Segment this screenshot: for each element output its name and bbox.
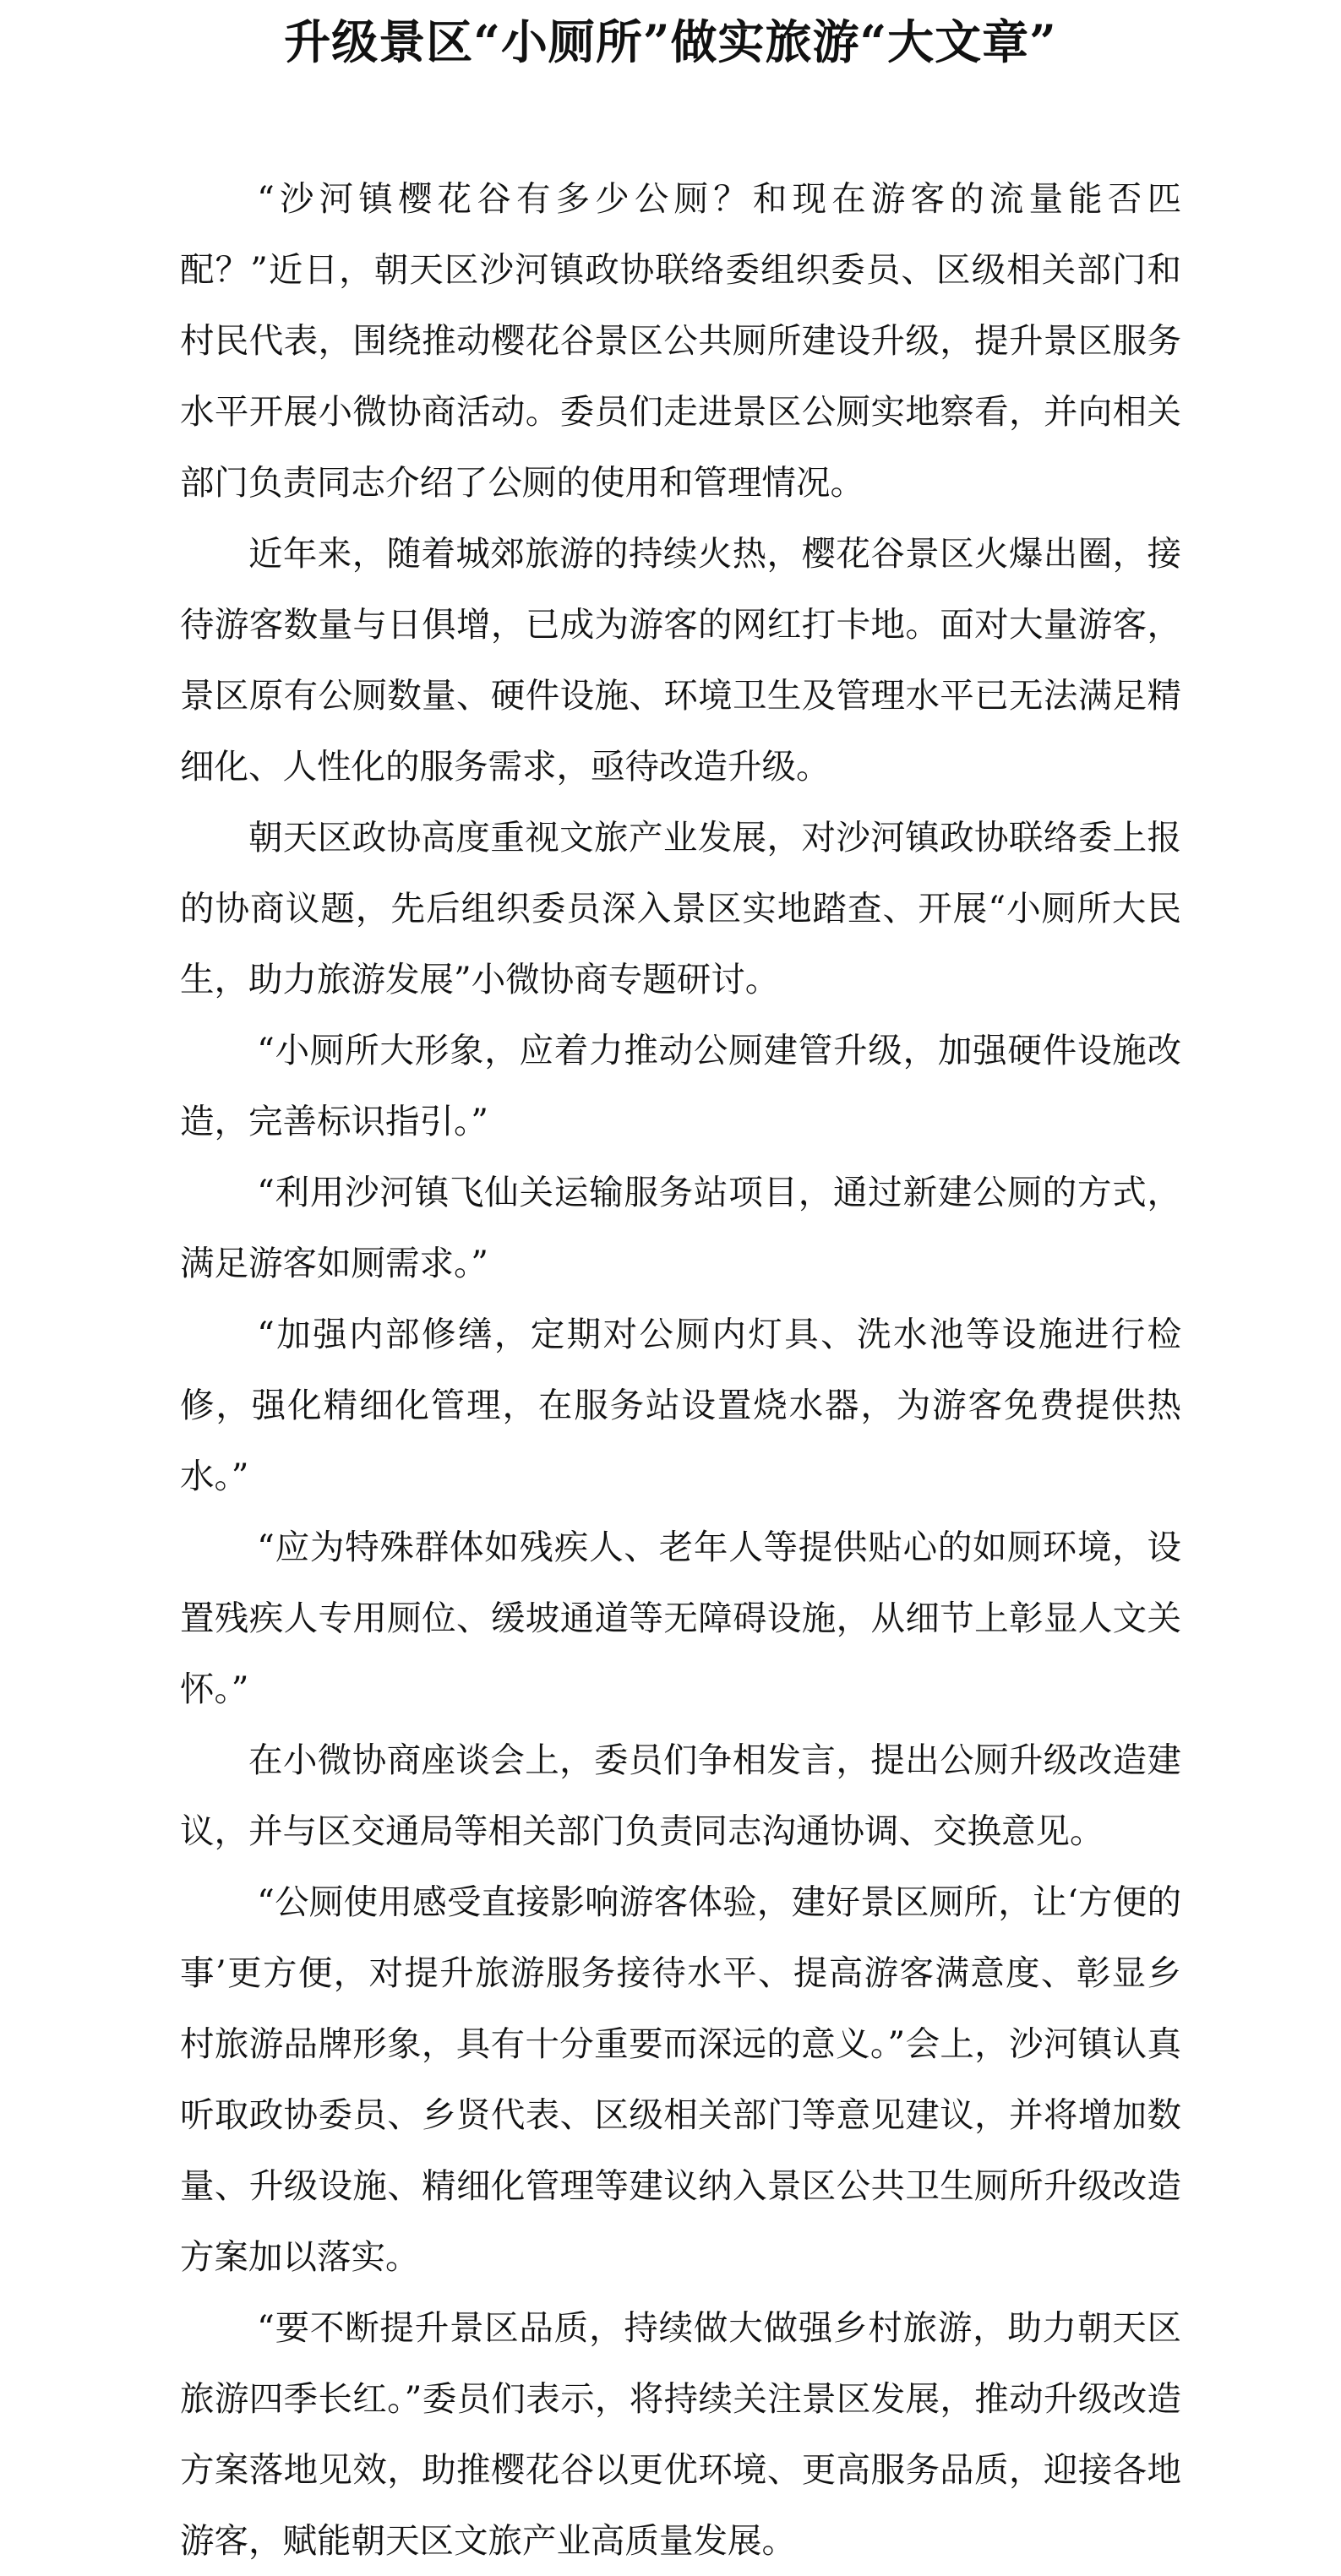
paragraph-7: “应为特殊群体如残疾人、老年人等提供贴心的如厕环境，设置残疾人专用厕位、缓坡通道等无障碍设施，从细节上彰显人文关怀。” [180,1527,1181,1709]
paragraph-9: “公厕使用感受直接影响游客体验，建好景区厕所，让‘方便的事’更方便，对提升旅游服务接待水平、提高游客满意度、彰显乡村旅游品牌形象，具有十分重要而深远的意义。”会上，沙河镇认真听取政协委员、乡贤代表、区级相关部门等意见建议，并将增加数量、升级设施、精细化管理等建议纳入景区公共卫生厕所升级改造方案加以落实。 [180,1882,1181,2277]
paragraph-1: “沙河镇樱花谷有多少公厕？和现在游客的流量能否匹配？”近日，朝天区沙河镇政协联络委组织委员、区级相关部门和村民代表，围绕推动樱花谷景区公共厕所建设升级，提升景区服务水平开展小微协商活动。委员们走进景区公厕实地察看，并向相关部门负责同志介绍了公厕的使用和管理情况。 [180,178,1181,503]
paragraph-8: 在小微协商座谈会上，委员们争相发言，提出公厕升级改造建议，并与区交通局等相关部门负责同志沟通协调、交换意见。 [180,1740,1181,1851]
paragraph-4: “小厕所大形象，应着力推动公厕建管升级，加强硬件设施改造，完善标识指引。” [180,1030,1181,1141]
paragraph-10: “要不断提升景区品质，持续做大做强乡村旅游，助力朝天区旅游四季长红。”委员们表示，将持续关注景区发展，推动升级改造方案落地见效，助推樱花谷以更优环境、更高服务品质，迎接各地游客，赋能朝天区文旅产业高质量发展。 [180,2307,1181,2561]
paragraph-5: “利用沙河镇飞仙关运输服务站项目，通过新建公厕的方式，满足游客如厕需求。” [180,1172,1181,1283]
paragraph-2: 近年来，随着城郊旅游的持续火热，樱花谷景区火爆出圈，接待游客数量与日俱增，已成为游客的网红打卡地。面对大量游客，景区原有公厕数量、硬件设施、环境卫生及管理水平已无法满足精细化、人性化的服务需求，亟待改造升级。 [180,533,1181,787]
article-body [180,163,1181,2576]
paragraph-6: “加强内部修缮，定期对公厕内灯具、洗水池等设施进行检修，强化精细化管理，在服务站设置烧水器，为游客免费提供热水。” [180,1314,1181,1496]
paragraph-3: 朝天区政协高度重视文旅产业发展，对沙河镇政协联络委上报的协商议题，先后组织委员深入景区实地踏查、开展“小厕所大民生，助力旅游发展”小微协商专题研讨。 [180,817,1181,999]
article-title: 升级景区“小厕所”做实旅游“大文章” [284,14,1057,69]
